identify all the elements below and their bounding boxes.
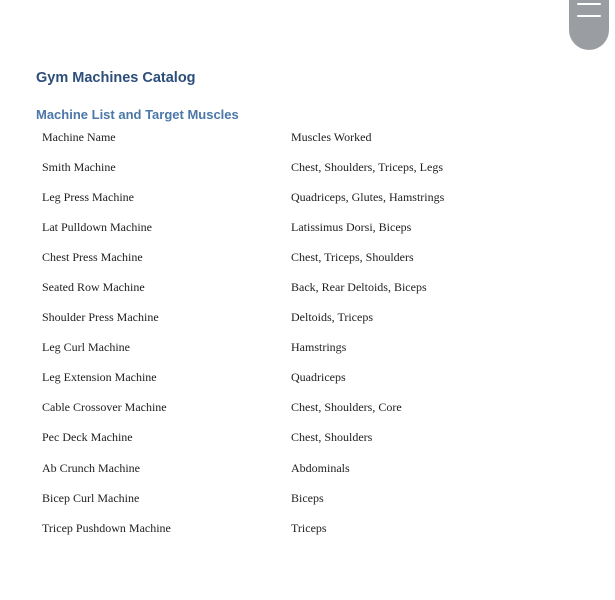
machine-name-cell: Shoulder Press Machine xyxy=(42,310,159,325)
machine-name-cell: Leg Curl Machine xyxy=(42,340,130,355)
table-row xyxy=(36,423,591,453)
table-row xyxy=(36,333,591,363)
muscles-cell: Back, Rear Deltoids, Biceps xyxy=(291,280,427,295)
machine-name-cell: Seated Row Machine xyxy=(42,280,145,295)
table-row xyxy=(36,242,591,272)
hamburger-menu-icon xyxy=(577,3,601,5)
machine-name-cell: Chest Press Machine xyxy=(42,249,143,264)
menu-button[interactable] xyxy=(569,0,609,50)
header-muscles-worked: Muscles Worked xyxy=(291,129,372,144)
table-row xyxy=(36,303,591,333)
machine-name-cell: Leg Extension Machine xyxy=(42,370,157,385)
muscles-cell: Abdominals xyxy=(291,460,350,475)
machine-name-cell: Pec Deck Machine xyxy=(42,430,133,445)
table-row xyxy=(36,513,591,543)
machine-name-cell: Lat Pulldown Machine xyxy=(42,219,152,234)
table-row xyxy=(36,393,591,423)
table-row xyxy=(36,152,591,182)
machine-name-cell: Tricep Pushdown Machine xyxy=(42,520,171,535)
muscles-cell: Chest, Triceps, Shoulders xyxy=(291,249,414,264)
muscles-cell: Chest, Shoulders, Core xyxy=(291,400,402,415)
machine-name-cell: Ab Crunch Machine xyxy=(42,460,140,475)
table-row xyxy=(36,363,591,393)
muscles-cell: Triceps xyxy=(291,520,327,535)
table-row xyxy=(36,453,591,483)
muscles-cell: Hamstrings xyxy=(291,340,347,355)
muscles-cell: Quadriceps xyxy=(291,370,346,385)
machine-name-cell: Cable Crossover Machine xyxy=(42,400,167,415)
muscles-cell: Deltoids, Triceps xyxy=(291,310,374,325)
section-heading: Machine List and Target Muscles xyxy=(36,107,239,122)
document-title: Gym Machines Catalog xyxy=(36,70,196,86)
hamburger-menu-icon-bar xyxy=(577,15,601,17)
header-machine-name: Machine Name xyxy=(42,129,116,144)
machine-name-cell: Leg Press Machine xyxy=(42,189,134,204)
muscles-cell: Quadriceps, Glutes, Hamstrings xyxy=(291,189,445,204)
muscles-cell: Chest, Shoulders xyxy=(291,430,373,445)
table-row xyxy=(36,182,591,212)
machine-table xyxy=(36,122,591,543)
table-row xyxy=(36,272,591,302)
table-header-row xyxy=(36,122,591,152)
table-row xyxy=(36,212,591,242)
machine-name-cell: Smith Machine xyxy=(42,159,116,174)
machine-name-cell: Bicep Curl Machine xyxy=(42,490,140,505)
table-row xyxy=(36,483,591,513)
muscles-cell: Chest, Shoulders, Triceps, Legs xyxy=(291,159,444,174)
muscles-cell: Latissimus Dorsi, Biceps xyxy=(291,219,412,234)
muscles-cell: Biceps xyxy=(291,490,324,505)
